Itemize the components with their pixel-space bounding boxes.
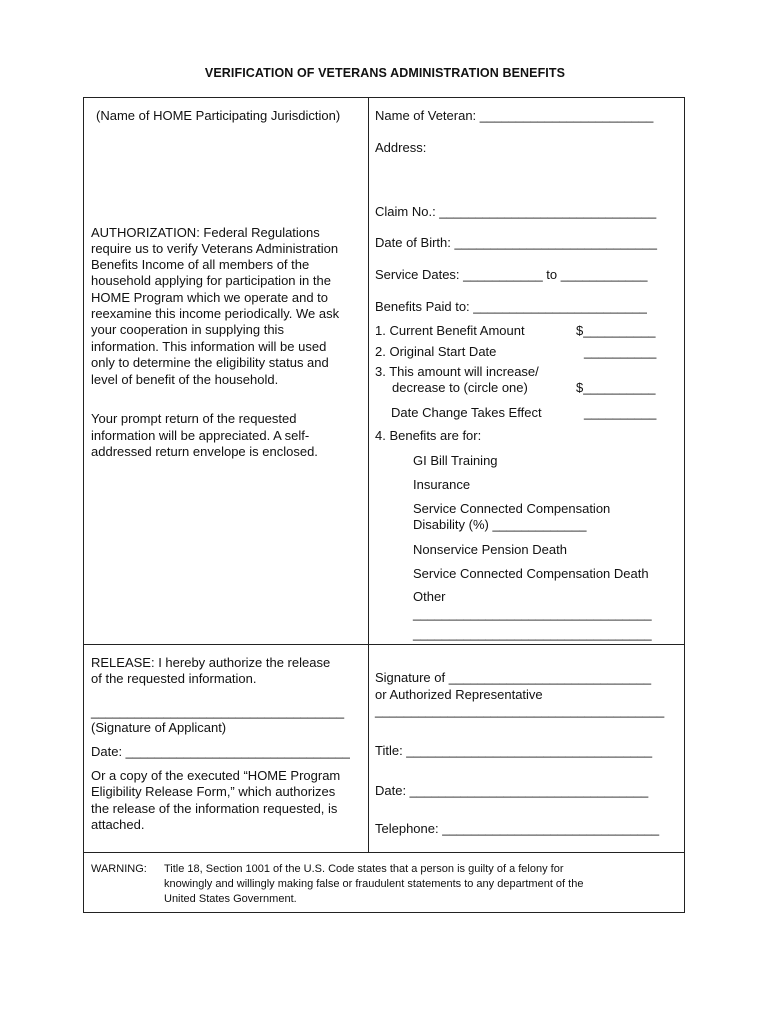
- circle-one-label[interactable]: decrease to (circle one): [392, 380, 528, 395]
- benefit-type-service-connected[interactable]: Service Connected Compensation: [413, 501, 611, 516]
- date-change-field[interactable]: __________: [584, 405, 657, 420]
- date-of-birth-field[interactable]: Date of Birth: ____________________________: [375, 235, 657, 250]
- form-title: VERIFICATION OF VETERANS ADMINISTRATION BENEFITS: [204, 66, 566, 80]
- authorization-line: level of benefit of the household.: [91, 372, 279, 387]
- service-dates-field[interactable]: Service Dates: ___________ to ____________: [375, 267, 648, 282]
- warning-label: WARNING:: [91, 863, 147, 875]
- release-text: RELEASE: I hereby authorize the release: [91, 655, 331, 670]
- changed-amount-field[interactable]: $__________: [576, 380, 656, 395]
- signature-field[interactable]: Signature of ____________________________: [375, 670, 652, 685]
- original-start-date-field[interactable]: __________: [584, 344, 657, 359]
- benefits-paid-to-field[interactable]: Benefits Paid to: ________________________: [375, 299, 647, 314]
- benefits-are-for-label: 4. Benefits are for:: [375, 428, 482, 443]
- prompt-line: addressed return envelope is enclosed.: [91, 444, 318, 459]
- authorization-line: require us to verify Veterans Administration: [91, 241, 339, 256]
- release-note-line: the release of the information requested, is: [91, 801, 338, 816]
- applicant-signature-line[interactable]: ___________________________________: [91, 704, 345, 719]
- warning-divider: [84, 852, 684, 853]
- authorization-line: household applying for participation in the: [91, 273, 331, 288]
- benefit-type-gi-bill[interactable]: GI Bill Training: [413, 453, 498, 468]
- title-field[interactable]: Title: __________________________________: [375, 743, 653, 758]
- release-note-line: Eligibility Release Form,” which authorizes: [91, 784, 336, 799]
- prompt-line: information will be appreciated. A self-: [91, 428, 310, 443]
- warning-line: knowingly and willingly making false or fraudulent statements to any department of the: [164, 878, 584, 890]
- benefit-type-other[interactable]: Other: [413, 589, 446, 604]
- veteran-name-field[interactable]: Name of Veteran: ________________________: [375, 108, 654, 123]
- release-note-line: attached.: [91, 817, 145, 832]
- column-divider: [368, 98, 369, 853]
- current-benefit-label: 1. Current Benefit Amount: [375, 323, 525, 338]
- telephone-field[interactable]: Telephone: ______________________________: [375, 821, 660, 836]
- date-change-label: Date Change Takes Effect: [391, 405, 542, 420]
- authorization-line: information. This information will be used: [91, 339, 327, 354]
- warning-line: Title 18, Section 1001 of the U.S. Code states that a person is guilty of a felony for: [164, 863, 564, 875]
- jurisdiction-name-field[interactable]: (Name of HOME Participating Jurisdiction): [96, 108, 341, 123]
- benefit-type-nonservice-pension[interactable]: Nonservice Pension Death: [413, 542, 567, 557]
- authorization-line: Benefits Income of all members of the: [91, 257, 310, 272]
- release-note-line: Or a copy of the executed “HOME Program: [91, 768, 341, 783]
- release-text: of the requested information.: [91, 671, 257, 686]
- authorization-line: HOME Program which we operate and to: [91, 290, 328, 305]
- authorized-representative-label: or Authorized Representative: [375, 687, 543, 702]
- benefit-type-insurance[interactable]: Insurance: [413, 477, 471, 492]
- disability-percent-field[interactable]: Disability (%) _____________: [413, 517, 587, 532]
- authorization-line: only to determine the eligibility status and: [91, 355, 329, 370]
- signature-date-field[interactable]: Date: _________________________________: [375, 783, 649, 798]
- verification-form: [83, 97, 685, 913]
- current-benefit-amount-field[interactable]: $__________: [576, 323, 656, 338]
- increase-decrease-label: 3. This amount will increase/: [375, 364, 539, 379]
- prompt-line: Your prompt return of the requested: [91, 411, 297, 426]
- authorization-line: reexamine this income periodically. We ask: [91, 306, 340, 321]
- other-specify-field[interactable]: _________________________________: [413, 626, 652, 641]
- claim-number-field[interactable]: Claim No.: ______________________________: [375, 204, 657, 219]
- authorization-line: your cooperation in supplying this: [91, 322, 284, 337]
- address-field[interactable]: Address:: [375, 140, 427, 155]
- benefit-type-service-connected-death[interactable]: Service Connected Compensation Death: [413, 566, 649, 581]
- warning-line: United States Government.: [164, 893, 297, 905]
- applicant-signature-label: (Signature of Applicant): [91, 720, 227, 735]
- representative-signature-line[interactable]: ________________________________________: [375, 703, 665, 718]
- original-start-date-label: 2. Original Start Date: [375, 344, 497, 359]
- other-specify-field[interactable]: _________________________________: [413, 606, 652, 621]
- authorization-line: AUTHORIZATION: Federal Regulations: [91, 225, 320, 240]
- release-date-field[interactable]: Date: _______________________________: [91, 744, 350, 759]
- section-divider: [84, 644, 684, 645]
